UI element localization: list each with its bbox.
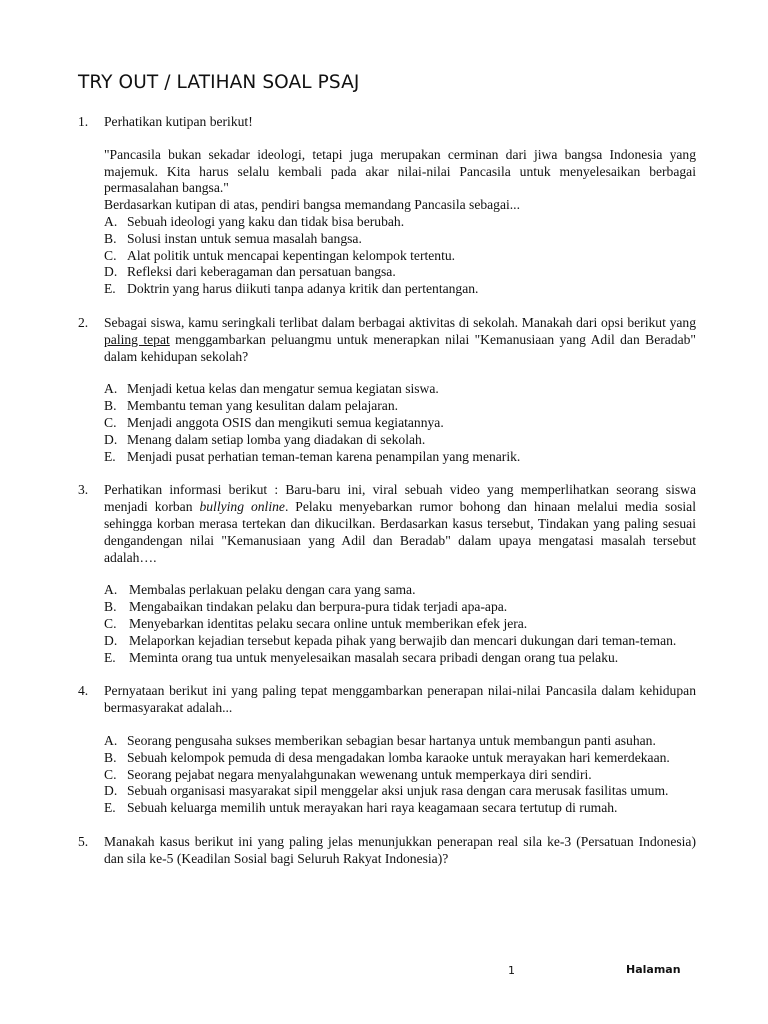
question-list bbox=[78, 114, 696, 884]
option-list bbox=[104, 381, 696, 465]
option-list bbox=[104, 214, 696, 298]
question-3 bbox=[78, 482, 696, 666]
option-text: Sebuah ideologi yang kaku dan tidak bisa berubah. bbox=[127, 213, 405, 229]
option-text: Sebuah keluarga memilih untuk merayakan hari raya keagamaan secara tertutup di rumah. bbox=[127, 800, 618, 816]
question-1 bbox=[78, 114, 696, 298]
question-number: 4. bbox=[78, 683, 89, 699]
option-text: Melaporkan kejadian tersebut kepada pihak yang berwajib dan mencari dukungan dari teman-teman. bbox=[129, 632, 677, 648]
option-letter: C. bbox=[104, 247, 117, 263]
option-b bbox=[104, 398, 696, 415]
option-letter: D. bbox=[104, 264, 118, 280]
option-letter: D. bbox=[104, 431, 118, 447]
option-e bbox=[104, 281, 696, 298]
question-number: 3. bbox=[78, 482, 89, 498]
question-text-part: Perhatikan informasi berikut : Baru-baru ini, viral sebuah video yang memperlihatkan seorang siswa menjadi korban bbox=[104, 482, 696, 515]
option-e bbox=[104, 650, 696, 667]
option-d bbox=[104, 432, 696, 449]
option-text: Seorang pejabat negara menyalahgunakan wewenang untuk memperkaya diri sendiri. bbox=[127, 766, 592, 782]
option-c bbox=[104, 248, 696, 265]
option-text: Alat politik untuk mencapai kepentingan kelompok tertentu. bbox=[127, 247, 456, 263]
option-list bbox=[104, 582, 696, 666]
question-text-part: menggambarkan peluangmu untuk menerapkan nilai "Kemanusiaan yang Adil dan Beradab" dalam kehidupan sekolah? bbox=[104, 331, 696, 364]
question-emphasis: paling tepat bbox=[104, 331, 170, 347]
option-letter: A. bbox=[104, 213, 118, 229]
option-text: Seorang pengusaha sukses memberikan sebagian besar hartanya untuk membangun panti asuhan. bbox=[127, 732, 656, 748]
question-text bbox=[104, 315, 696, 365]
option-letter: C. bbox=[104, 615, 117, 631]
option-text: Menjadi pusat perhatian teman-teman karena penampilan yang menarik. bbox=[127, 448, 521, 464]
question-number: 2. bbox=[78, 314, 89, 330]
option-a bbox=[104, 733, 696, 750]
option-text: Solusi instan untuk semua masalah bangsa. bbox=[127, 230, 362, 246]
question-4 bbox=[78, 683, 696, 817]
option-a bbox=[104, 582, 696, 599]
option-a bbox=[104, 381, 696, 398]
option-letter: B. bbox=[104, 749, 117, 765]
option-letter: A. bbox=[104, 732, 118, 748]
option-c bbox=[104, 415, 696, 432]
option-b bbox=[104, 231, 696, 248]
option-letter: E. bbox=[104, 649, 116, 665]
option-text: Refleksi dari keberagaman dan persatuan bangsa. bbox=[127, 264, 396, 280]
option-letter: E. bbox=[104, 800, 116, 816]
option-text: Menang dalam setiap lomba yang diadakan di sekolah. bbox=[127, 431, 426, 447]
option-e bbox=[104, 449, 696, 466]
question-text: Pernyataan berikut ini yang paling tepat menggambarkan penerapan nilai-nilai Pancasila dalam kehidupan bermasyarakat adalah... bbox=[104, 683, 696, 716]
page-number: 1 bbox=[508, 964, 515, 977]
option-letter: B. bbox=[104, 230, 117, 246]
option-letter: B. bbox=[104, 398, 117, 414]
option-text: Menyebarkan identitas pelaku secara online untuk memberikan efek jera. bbox=[129, 615, 528, 631]
page-label: Halaman bbox=[626, 963, 681, 976]
option-d bbox=[104, 264, 696, 281]
option-b bbox=[104, 750, 696, 767]
option-b bbox=[104, 599, 696, 616]
option-e bbox=[104, 800, 696, 817]
option-list bbox=[104, 733, 696, 817]
option-letter: E. bbox=[104, 448, 116, 464]
question-quote: "Pancasila bukan sekadar ideologi, tetapi juga merupakan cerminan dari jiwa bangsa Indonesia yang majemuk. Kita harus selalu kembali pada akar nilai-nilai Pancasila untuk menyelesaikan berbagai permasalahan bangsa." bbox=[104, 146, 696, 196]
question-text bbox=[104, 482, 696, 566]
question-2 bbox=[78, 315, 696, 465]
option-letter: A. bbox=[104, 381, 118, 397]
option-c bbox=[104, 616, 696, 633]
option-letter: D. bbox=[104, 632, 118, 648]
option-letter: A. bbox=[104, 582, 118, 598]
document-title: TRY OUT / LATIHAN SOAL PSAJ bbox=[78, 72, 360, 93]
option-letter: C. bbox=[104, 414, 117, 430]
option-text: Doktrin yang harus diikuti tanpa adanya kritik dan pertentangan. bbox=[127, 281, 479, 297]
question-text-part: Sebagai siswa, kamu seringkali terlibat dalam berbagai aktivitas di sekolah. Manakah dari opsi berikut yang bbox=[104, 314, 696, 330]
option-text: Membantu teman yang kesulitan dalam pelajaran. bbox=[127, 398, 399, 414]
question-5 bbox=[78, 834, 696, 868]
option-text: Menjadi ketua kelas dan mengatur semua kegiatan siswa. bbox=[127, 381, 439, 397]
option-text: Sebuah kelompok pemuda di desa mengadakan lomba karaoke untuk merayakan hari kemerdekaan. bbox=[127, 749, 670, 765]
question-number: 1. bbox=[78, 114, 89, 129]
option-d bbox=[104, 783, 696, 800]
option-text: Membalas perlakuan pelaku dengan cara yang sama. bbox=[129, 582, 416, 598]
option-c bbox=[104, 767, 696, 784]
question-lead: Perhatikan kutipan berikut! bbox=[104, 114, 253, 129]
option-text: Menjadi anggota OSIS dan mengikuti semua kegiatannya. bbox=[127, 414, 444, 430]
option-letter: E. bbox=[104, 281, 116, 297]
question-text: Manakah kasus berikut ini yang paling jelas menunjukkan penerapan real sila ke-3 (Persatuan Indonesia) dan sila ke-5 (Keadilan Sosial bagi Seluruh Rakyat Indonesia)? bbox=[104, 833, 696, 866]
option-text: Mengabaikan tindakan pelaku dan berpura-pura tidak terjadi apa-apa. bbox=[129, 599, 508, 615]
option-text: Sebuah organisasi masyarakat sipil menggelar aksi unjuk rasa dengan cara merusak fasilitas umum. bbox=[127, 783, 669, 799]
option-letter: B. bbox=[104, 599, 117, 615]
option-letter: D. bbox=[104, 783, 118, 799]
option-letter: C. bbox=[104, 766, 117, 782]
option-a bbox=[104, 214, 696, 231]
question-prompt: Berdasarkan kutipan di atas, pendiri bangsa memandang Pancasila sebagai... bbox=[104, 197, 520, 213]
option-d bbox=[104, 633, 696, 650]
question-emphasis: bullying online bbox=[199, 499, 285, 515]
question-text-part: . Pelaku menyebarkan rumor bohong dan hinaan melalui media sosial sehingga korban merasa tertekan dan dikucilkan. Berdasarkan kasus tersebut, Tindakan yang paling sesuai dengandengan nilai "Kemanusiaan yang Adil dan Beradab" dalam upaya mengatasi masalah tersebut adalah…. bbox=[104, 499, 696, 565]
question-number: 5. bbox=[78, 833, 89, 849]
option-text: Meminta orang tua untuk menyelesaikan masalah secara pribadi dengan orang tua pelaku. bbox=[129, 649, 619, 665]
